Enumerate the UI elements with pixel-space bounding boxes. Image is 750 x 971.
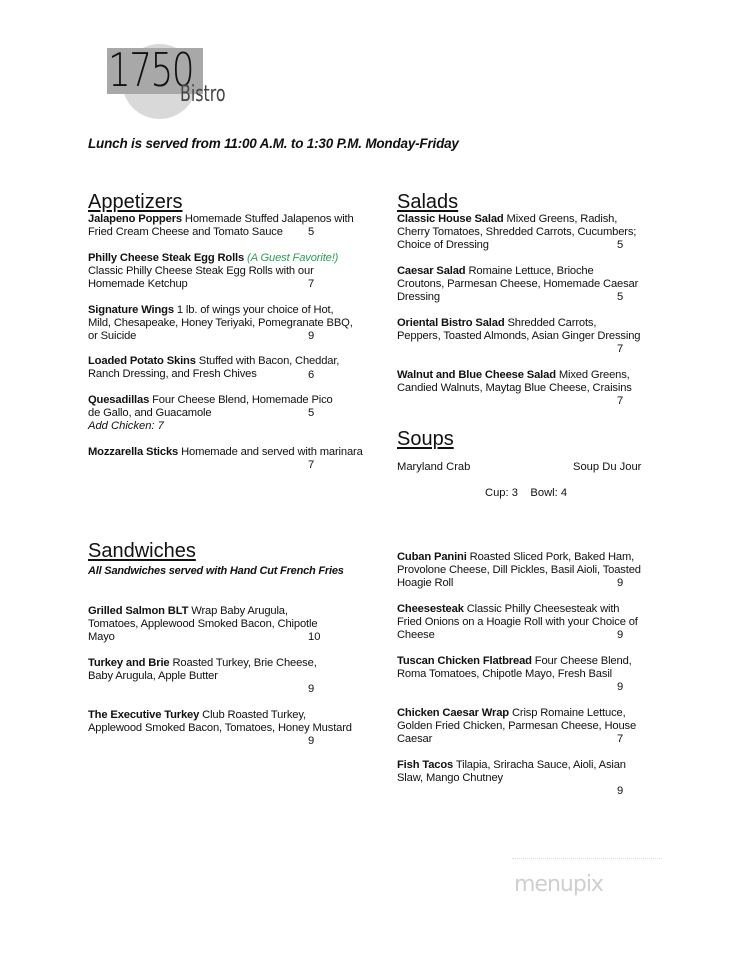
item-desc: Crisp Romaine Lettuce, Golden Fried Chicken, Parmesan Cheese, House Caesar xyxy=(397,707,637,745)
item-price: 7 xyxy=(617,395,624,407)
menu-item xyxy=(397,655,647,681)
item-desc: Roasted Sliced Pork, Baked Ham, Provolone Cheese, Dill Pickles, Basil Aioli, Toasted Hoagie Roll xyxy=(397,551,641,589)
menu-item xyxy=(88,709,358,735)
logo-word: Bistro xyxy=(180,82,226,107)
item-name: Quesadillas xyxy=(88,394,150,406)
item-name: Classic House Salad xyxy=(397,213,504,225)
item-name: Walnut and Blue Cheese Salad xyxy=(397,369,556,381)
soup-du-jour: Soup Du Jour xyxy=(573,461,642,473)
item-desc: Four Cheese Blend, Roma Tomatoes, Chipotle Mayo, Fresh Basil xyxy=(397,655,632,680)
item-name: Signature Wings xyxy=(88,304,174,316)
soup-prices: Cup: 3 Bowl: 4 xyxy=(485,487,568,499)
item-desc: Homemade and served with marinara xyxy=(178,446,363,458)
item-price: 9 xyxy=(617,785,624,797)
menu-item xyxy=(397,265,642,304)
item-name: Turkey and Brie xyxy=(88,657,170,669)
watermark: menupix xyxy=(514,872,603,897)
item-desc: Wrap Baby Arugula, Tomatoes, Applewood Smoked Bacon, Chipotle Mayo xyxy=(88,605,318,643)
item-price: 9 xyxy=(617,577,624,589)
item-name: Cuban Panini xyxy=(397,551,467,563)
item-price: 5 xyxy=(308,226,315,238)
item-price: 6 xyxy=(308,369,315,381)
item-desc: Tilapia, Sriracha Sauce, Aioli, Asian Slaw, Mango Chutney xyxy=(397,759,626,784)
item-name: Fish Tacos xyxy=(397,759,454,771)
item-price: 7 xyxy=(308,278,315,290)
menu-item xyxy=(397,603,647,642)
menu-item xyxy=(397,759,647,785)
salads-heading: Salads xyxy=(397,191,459,213)
menu-item xyxy=(88,304,358,343)
item-tag: (A Guest Favorite!) xyxy=(244,252,339,264)
sandwiches-heading: Sandwiches xyxy=(88,540,196,562)
logo-number: 1750 xyxy=(108,43,194,97)
menu-item xyxy=(88,657,338,683)
sandwiches-note: All Sandwiches served with Hand Cut French Fries xyxy=(88,565,344,577)
menu-item xyxy=(397,707,647,746)
soups-heading: Soups xyxy=(397,428,454,450)
item-name: Jalapeno Poppers xyxy=(88,213,182,225)
watermark-line xyxy=(512,858,662,859)
item-name: Philly Cheese Steak Egg Rolls xyxy=(88,252,245,264)
item-price: 9 xyxy=(308,735,315,747)
menu-item xyxy=(88,446,363,459)
menu-item xyxy=(397,369,652,395)
soup-maryland-crab: Maryland Crab xyxy=(397,461,471,473)
item-name: Mozzarella Sticks xyxy=(88,446,179,458)
menu-item xyxy=(88,252,358,291)
menu-item xyxy=(397,317,642,343)
menu-item xyxy=(88,605,338,644)
item-price: 7 xyxy=(617,733,624,745)
item-desc: Classic Philly Cheese Steak Egg Rolls with our Homemade Ketchup xyxy=(88,265,314,290)
item-name: Caesar Salad xyxy=(397,265,466,277)
item-note: Add Chicken: 7 xyxy=(88,420,164,432)
item-price: 10 xyxy=(308,631,321,643)
item-desc: Mixed Greens, Radish, Cherry Tomatoes, Shredded Carrots, Cucumbers; Choice of Dressing xyxy=(397,213,637,251)
item-desc: Classic Philly Cheesesteak with Fried Onions on a Hoagie Roll with your Choice of Cheese xyxy=(397,603,638,641)
item-name: Oriental Bistro Salad xyxy=(397,317,505,329)
item-name: Loaded Potato Skins xyxy=(88,355,196,367)
item-name: Chicken Caesar Wrap xyxy=(397,707,509,719)
item-desc: Homemade Stuffed Jalapenos with Fried Cream Cheese and Tomato Sauce xyxy=(88,213,354,238)
restaurant-logo xyxy=(104,42,244,122)
item-desc: Romaine Lettuce, Brioche Croutons, Parmesan Cheese, Homemade Caesar Dressing xyxy=(397,265,639,303)
menu-item xyxy=(88,213,358,239)
item-price: 9 xyxy=(308,683,315,695)
item-price: 5 xyxy=(308,407,315,419)
item-price: 7 xyxy=(308,459,315,471)
item-price: 5 xyxy=(617,291,624,303)
item-price: 7 xyxy=(617,343,624,355)
item-price: 9 xyxy=(308,330,315,342)
appetizers-heading: Appetizers xyxy=(88,191,183,213)
item-name: Tuscan Chicken Flatbread xyxy=(397,655,532,667)
menu-item xyxy=(88,394,338,420)
item-name: The Executive Turkey xyxy=(88,709,200,721)
item-price: 5 xyxy=(617,239,624,251)
menu-item xyxy=(397,551,642,590)
item-desc: Four Cheese Blend, Homemade Pico de Gallo, and Guacamole xyxy=(88,394,333,419)
item-desc: Club Roasted Turkey, Applewood Smoked Bacon, Tomatoes, Honey Mustard xyxy=(88,709,352,734)
item-price: 9 xyxy=(617,681,624,693)
item-price: 9 xyxy=(617,629,624,641)
item-desc: Shredded Carrots, Peppers, Toasted Almonds, Asian Ginger Dressing xyxy=(397,317,641,342)
menu-item xyxy=(88,355,358,381)
item-desc: Roasted Turkey, Brie Cheese, Baby Arugula, Apple Butter xyxy=(88,657,317,682)
item-desc: Mixed Greens, Candied Walnuts, Maytag Blue Cheese, Craisins xyxy=(397,369,632,394)
lunch-hours: Lunch is served from 11:00 A.M. to 1:30 P.M. Monday-Friday xyxy=(88,136,459,151)
item-name: Cheesesteak xyxy=(397,603,464,615)
item-desc: Stuffed with Bacon, Cheddar, Ranch Dressing, and Fresh Chives xyxy=(88,355,340,380)
item-desc: 1 lb. of wings your choice of Hot, Mild, Chesapeake, Honey Teriyaki, Pomegranate BBQ, or Suicide xyxy=(88,304,353,342)
item-name: Grilled Salmon BLT xyxy=(88,605,189,617)
menu-item xyxy=(397,213,642,252)
